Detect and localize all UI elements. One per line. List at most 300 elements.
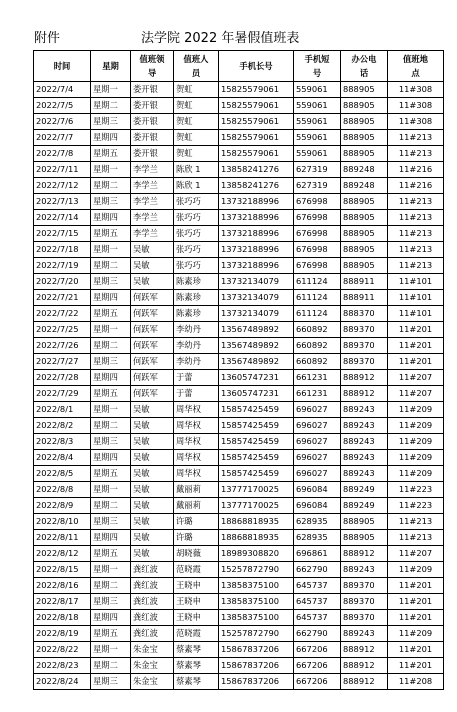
cell-staff: 张巧巧 (174, 210, 219, 226)
cell-mobile: 15825579061 (219, 146, 294, 162)
cell-staff: 张巧巧 (174, 194, 219, 210)
cell-date: 2022/7/5 (34, 98, 91, 114)
column-header-line2: 员 (191, 68, 201, 78)
table-row (34, 498, 444, 514)
cell-location: 11#209 (388, 434, 444, 450)
cell-date: 2022/8/12 (34, 546, 91, 562)
column-header-line1: 手机长号 (239, 61, 273, 71)
cell-leader: 李学兰 (131, 210, 174, 226)
cell-location: 11#213 (388, 146, 444, 162)
cell-location: 11#101 (388, 274, 444, 290)
cell-leader: 李学兰 (131, 178, 174, 194)
cell-date: 2022/8/23 (34, 658, 91, 674)
duty-schedule-table (33, 50, 444, 690)
cell-location: 11#213 (388, 210, 444, 226)
cell-date: 2022/8/16 (34, 578, 91, 594)
cell-location: 11#209 (388, 626, 444, 642)
cell-staff: 陈素珍 (174, 274, 219, 290)
table-row (34, 194, 444, 210)
cell-weekday: 星期二 (91, 578, 131, 594)
cell-location: 11#213 (388, 530, 444, 546)
column-header-mobile (219, 51, 294, 82)
cell-location: 11#209 (388, 466, 444, 482)
cell-location: 11#209 (388, 418, 444, 434)
cell-date: 2022/8/18 (34, 610, 91, 626)
cell-short-number: 660892 (294, 338, 341, 354)
cell-short-number: 661231 (294, 386, 341, 402)
cell-office-phone: 889370 (341, 322, 388, 338)
cell-mobile: 15825579061 (219, 98, 294, 114)
column-header-line2: 点 (411, 68, 420, 78)
cell-weekday: 星期二 (91, 178, 131, 194)
cell-staff: 贺虹 (174, 98, 219, 114)
cell-date: 2022/7/19 (34, 258, 91, 274)
table-row (34, 610, 444, 626)
cell-weekday: 星期四 (91, 610, 131, 626)
cell-location: 11#209 (388, 562, 444, 578)
table-row (34, 482, 444, 498)
cell-leader: 吴敏 (131, 450, 174, 466)
cell-leader: 娄开银 (131, 114, 174, 130)
cell-weekday: 星期一 (91, 482, 131, 498)
cell-short-number: 559061 (294, 98, 341, 114)
table-row (34, 258, 444, 274)
cell-weekday: 星期二 (91, 658, 131, 674)
table-row (34, 450, 444, 466)
cell-mobile: 18868818935 (219, 514, 294, 530)
cell-mobile: 15857425459 (219, 418, 294, 434)
cell-staff: 陈素珍 (174, 290, 219, 306)
cell-office-phone: 888905 (341, 530, 388, 546)
cell-weekday: 星期五 (91, 466, 131, 482)
cell-leader: 朱金宝 (131, 674, 174, 690)
cell-weekday: 星期五 (91, 386, 131, 402)
table-row (34, 226, 444, 242)
cell-weekday: 星期一 (91, 82, 131, 98)
cell-weekday: 星期四 (91, 450, 131, 466)
cell-office-phone: 889243 (341, 434, 388, 450)
cell-short-number: 627319 (294, 162, 341, 178)
table-row (34, 98, 444, 114)
column-header-line1: 时间 (53, 61, 71, 71)
cell-weekday: 星期二 (91, 498, 131, 514)
column-header-line1: 值班人 (183, 54, 209, 64)
cell-office-phone: 888905 (341, 210, 388, 226)
cell-mobile: 15825579061 (219, 130, 294, 146)
cell-office-phone: 888905 (341, 258, 388, 274)
cell-staff: 贺虹 (174, 114, 219, 130)
cell-staff: 贺虹 (174, 146, 219, 162)
table-row (34, 530, 444, 546)
cell-weekday: 星期一 (91, 322, 131, 338)
cell-short-number: 696027 (294, 402, 341, 418)
cell-staff: 范晓霞 (174, 562, 219, 578)
cell-short-number: 696027 (294, 434, 341, 450)
cell-short-number: 676998 (294, 210, 341, 226)
table-header (34, 51, 444, 82)
cell-date: 2022/8/9 (34, 498, 91, 514)
cell-leader: 龚红波 (131, 594, 174, 610)
cell-location: 11#201 (388, 338, 444, 354)
cell-leader: 娄开银 (131, 98, 174, 114)
cell-leader: 吴敏 (131, 418, 174, 434)
cell-location: 11#213 (388, 226, 444, 242)
cell-location: 11#308 (388, 98, 444, 114)
table-row (34, 162, 444, 178)
cell-short-number: 660892 (294, 354, 341, 370)
cell-weekday: 星期三 (91, 434, 131, 450)
cell-short-number: 661231 (294, 370, 341, 386)
column-header-line1: 手机短 (304, 54, 330, 64)
cell-mobile: 15825579061 (219, 114, 294, 130)
cell-leader: 龚红波 (131, 610, 174, 626)
cell-location: 11#216 (388, 162, 444, 178)
table-row (34, 370, 444, 386)
cell-mobile: 15867837206 (219, 642, 294, 658)
cell-staff: 贺虹 (174, 82, 219, 98)
cell-mobile: 13858241276 (219, 162, 294, 178)
cell-short-number: 645737 (294, 578, 341, 594)
cell-short-number: 628935 (294, 514, 341, 530)
cell-date: 2022/8/3 (34, 434, 91, 450)
cell-date: 2022/7/18 (34, 242, 91, 258)
cell-office-phone: 888912 (341, 674, 388, 690)
cell-staff: 蔡素琴 (174, 658, 219, 674)
column-header-line1: 星期 (102, 61, 119, 71)
cell-short-number: 676998 (294, 258, 341, 274)
cell-mobile: 13777170025 (219, 498, 294, 514)
cell-office-phone: 889370 (341, 578, 388, 594)
table-row (34, 386, 444, 402)
column-header-line1: 办公电 (351, 54, 377, 64)
table-row (34, 674, 444, 690)
table-row (34, 514, 444, 530)
cell-location: 11#201 (388, 658, 444, 674)
table-row (34, 82, 444, 98)
cell-date: 2022/7/22 (34, 306, 91, 322)
column-header-staff (174, 51, 219, 82)
cell-staff: 于蕾 (174, 370, 219, 386)
column-header-line1: 值班领 (139, 54, 165, 64)
cell-short-number: 667206 (294, 642, 341, 658)
cell-leader: 吴敏 (131, 482, 174, 498)
cell-mobile: 13567489892 (219, 338, 294, 354)
cell-leader: 朱金宝 (131, 642, 174, 658)
cell-staff: 贺虹 (174, 130, 219, 146)
cell-office-phone: 888905 (341, 98, 388, 114)
cell-date: 2022/8/19 (34, 626, 91, 642)
table-row (34, 242, 444, 258)
cell-location: 11#213 (388, 130, 444, 146)
cell-office-phone: 888911 (341, 290, 388, 306)
cell-date: 2022/7/14 (34, 210, 91, 226)
cell-short-number: 627319 (294, 178, 341, 194)
cell-date: 2022/8/1 (34, 402, 91, 418)
cell-office-phone: 889370 (341, 338, 388, 354)
cell-location: 11#223 (388, 482, 444, 498)
cell-date: 2022/7/4 (34, 82, 91, 98)
cell-mobile: 13605747231 (219, 386, 294, 402)
cell-location: 11#201 (388, 578, 444, 594)
cell-location: 11#308 (388, 114, 444, 130)
cell-mobile: 13732188996 (219, 258, 294, 274)
cell-short-number: 696084 (294, 482, 341, 498)
column-header-line2: 号 (312, 68, 322, 78)
cell-mobile: 13858375100 (219, 610, 294, 626)
cell-location: 11#207 (388, 370, 444, 386)
cell-weekday: 星期五 (91, 306, 131, 322)
cell-staff: 胡晓薇 (174, 546, 219, 562)
cell-mobile: 13732188996 (219, 210, 294, 226)
cell-date: 2022/8/2 (34, 418, 91, 434)
cell-office-phone: 888905 (341, 130, 388, 146)
cell-office-phone: 888905 (341, 194, 388, 210)
cell-weekday: 星期三 (91, 514, 131, 530)
cell-short-number: 696861 (294, 546, 341, 562)
cell-location: 11#201 (388, 642, 444, 658)
table-row (34, 594, 444, 610)
cell-weekday: 星期四 (91, 370, 131, 386)
cell-weekday: 星期一 (91, 642, 131, 658)
column-header-line2: 导 (147, 68, 157, 78)
cell-short-number: 667206 (294, 674, 341, 690)
cell-weekday: 星期一 (91, 402, 131, 418)
cell-leader: 娄开银 (131, 130, 174, 146)
cell-staff: 周华权 (174, 402, 219, 418)
cell-mobile: 15857425459 (219, 402, 294, 418)
cell-staff: 许璐 (174, 514, 219, 530)
cell-leader: 何跃军 (131, 338, 174, 354)
cell-date: 2022/7/12 (34, 178, 91, 194)
cell-leader: 龚红波 (131, 562, 174, 578)
cell-office-phone: 888912 (341, 642, 388, 658)
cell-location: 11#208 (388, 674, 444, 690)
cell-leader: 龚红波 (131, 578, 174, 594)
cell-location: 11#216 (388, 178, 444, 194)
cell-short-number: 611124 (294, 290, 341, 306)
cell-mobile: 13858375100 (219, 594, 294, 610)
cell-office-phone: 888905 (341, 114, 388, 130)
cell-weekday: 星期三 (91, 594, 131, 610)
cell-weekday: 星期四 (91, 130, 131, 146)
cell-weekday: 星期五 (91, 626, 131, 642)
cell-staff: 王晓申 (174, 578, 219, 594)
cell-office-phone: 889370 (341, 594, 388, 610)
cell-leader: 李学兰 (131, 194, 174, 210)
header-row (34, 51, 444, 82)
column-header-weekday (91, 51, 131, 82)
cell-date: 2022/7/28 (34, 370, 91, 386)
cell-short-number: 676998 (294, 226, 341, 242)
table-row (34, 642, 444, 658)
cell-staff: 王晓申 (174, 610, 219, 626)
cell-location: 11#201 (388, 594, 444, 610)
cell-leader: 吴敏 (131, 274, 174, 290)
cell-date: 2022/7/8 (34, 146, 91, 162)
document-title: 法学院 2022 年暑假值班表 (141, 31, 300, 46)
cell-mobile: 13732134079 (219, 290, 294, 306)
cell-short-number: 667206 (294, 658, 341, 674)
cell-weekday: 星期二 (91, 258, 131, 274)
cell-mobile: 13732188996 (219, 194, 294, 210)
cell-short-number: 645737 (294, 594, 341, 610)
table-row (34, 210, 444, 226)
cell-location: 11#207 (388, 386, 444, 402)
cell-short-number: 559061 (294, 82, 341, 98)
cell-office-phone: 889249 (341, 482, 388, 498)
table-row (34, 130, 444, 146)
cell-date: 2022/7/21 (34, 290, 91, 306)
cell-date: 2022/7/20 (34, 274, 91, 290)
cell-location: 11#213 (388, 194, 444, 210)
column-header-leader (131, 51, 174, 82)
cell-mobile: 13567489892 (219, 322, 294, 338)
cell-short-number: 559061 (294, 114, 341, 130)
cell-weekday: 星期三 (91, 354, 131, 370)
cell-date: 2022/8/22 (34, 642, 91, 658)
cell-staff: 于蕾 (174, 386, 219, 402)
cell-leader: 何跃军 (131, 370, 174, 386)
cell-staff: 陈素珍 (174, 306, 219, 322)
cell-date: 2022/8/5 (34, 466, 91, 482)
cell-location: 11#207 (388, 546, 444, 562)
cell-short-number: 696027 (294, 466, 341, 482)
cell-date: 2022/7/15 (34, 226, 91, 242)
cell-staff: 周华权 (174, 450, 219, 466)
cell-leader: 何跃军 (131, 354, 174, 370)
cell-date: 2022/7/27 (34, 354, 91, 370)
table-row (34, 546, 444, 562)
cell-staff: 戴丽莉 (174, 498, 219, 514)
cell-staff: 周华权 (174, 418, 219, 434)
cell-leader: 何跃军 (131, 290, 174, 306)
cell-mobile: 13732188996 (219, 242, 294, 258)
cell-location: 11#213 (388, 242, 444, 258)
column-header-date (34, 51, 91, 82)
cell-leader: 娄开银 (131, 146, 174, 162)
cell-short-number: 696027 (294, 450, 341, 466)
cell-staff: 李幼丹 (174, 354, 219, 370)
attachment-label: 附件 (34, 31, 61, 46)
cell-mobile: 18989308820 (219, 546, 294, 562)
cell-weekday: 星期一 (91, 562, 131, 578)
cell-staff: 陈欣 1 (174, 178, 219, 194)
cell-weekday: 星期三 (91, 674, 131, 690)
cell-office-phone: 889243 (341, 626, 388, 642)
cell-office-phone: 888912 (341, 386, 388, 402)
cell-mobile: 15257872790 (219, 626, 294, 642)
cell-mobile: 13858241276 (219, 178, 294, 194)
cell-leader: 吴敏 (131, 466, 174, 482)
cell-weekday: 星期四 (91, 210, 131, 226)
cell-short-number: 662790 (294, 626, 341, 642)
cell-office-phone: 888905 (341, 514, 388, 530)
cell-office-phone: 889243 (341, 402, 388, 418)
cell-date: 2022/7/11 (34, 162, 91, 178)
cell-office-phone: 888912 (341, 546, 388, 562)
table-row (34, 626, 444, 642)
cell-office-phone: 889370 (341, 354, 388, 370)
cell-office-phone: 889249 (341, 498, 388, 514)
cell-leader: 朱金宝 (131, 658, 174, 674)
column-header-short-number (294, 51, 341, 82)
cell-leader: 吴敏 (131, 514, 174, 530)
cell-weekday: 星期一 (91, 162, 131, 178)
table-row (34, 466, 444, 482)
cell-date: 2022/8/4 (34, 450, 91, 466)
table-row (34, 322, 444, 338)
table-row (34, 562, 444, 578)
cell-mobile: 15857425459 (219, 450, 294, 466)
column-header-line1: 值班地 (403, 54, 428, 64)
cell-leader: 吴敏 (131, 434, 174, 450)
cell-office-phone: 888905 (341, 82, 388, 98)
table-row (34, 434, 444, 450)
cell-weekday: 星期三 (91, 274, 131, 290)
cell-office-phone: 889370 (341, 610, 388, 626)
cell-office-phone: 889248 (341, 162, 388, 178)
cell-staff: 周华权 (174, 466, 219, 482)
cell-office-phone: 888912 (341, 370, 388, 386)
cell-location: 11#201 (388, 354, 444, 370)
cell-location: 11#209 (388, 402, 444, 418)
table-row (34, 354, 444, 370)
cell-staff: 李幼丹 (174, 322, 219, 338)
cell-staff: 范晓霞 (174, 626, 219, 642)
table-row (34, 178, 444, 194)
cell-office-phone: 888905 (341, 226, 388, 242)
cell-leader: 吴敏 (131, 546, 174, 562)
cell-leader: 吴敏 (131, 258, 174, 274)
cell-mobile: 13732134079 (219, 274, 294, 290)
cell-staff: 张巧巧 (174, 226, 219, 242)
cell-office-phone: 889243 (341, 418, 388, 434)
cell-staff: 王晓申 (174, 594, 219, 610)
cell-leader: 何跃军 (131, 306, 174, 322)
cell-leader: 何跃军 (131, 322, 174, 338)
cell-weekday: 星期一 (91, 242, 131, 258)
table-row (34, 306, 444, 322)
cell-mobile: 15257872790 (219, 562, 294, 578)
cell-staff: 蔡素琴 (174, 674, 219, 690)
table-row (34, 274, 444, 290)
cell-staff: 周华权 (174, 434, 219, 450)
cell-weekday: 星期三 (91, 194, 131, 210)
cell-weekday: 星期四 (91, 530, 131, 546)
cell-mobile: 13732134079 (219, 306, 294, 322)
cell-date: 2022/7/26 (34, 338, 91, 354)
cell-date: 2022/7/29 (34, 386, 91, 402)
cell-short-number: 559061 (294, 130, 341, 146)
table-row (34, 418, 444, 434)
cell-leader: 李学兰 (131, 226, 174, 242)
cell-office-phone: 888911 (341, 274, 388, 290)
cell-weekday: 星期三 (91, 114, 131, 130)
cell-office-phone: 888905 (341, 146, 388, 162)
cell-mobile: 18868818935 (219, 530, 294, 546)
table-row (34, 290, 444, 306)
cell-location: 11#201 (388, 322, 444, 338)
cell-location: 11#213 (388, 258, 444, 274)
cell-mobile: 13732188996 (219, 226, 294, 242)
cell-office-phone: 888912 (341, 658, 388, 674)
cell-date: 2022/8/8 (34, 482, 91, 498)
table-row (34, 402, 444, 418)
cell-date: 2022/8/11 (34, 530, 91, 546)
cell-weekday: 星期二 (91, 338, 131, 354)
cell-short-number: 662790 (294, 562, 341, 578)
cell-mobile: 13777170025 (219, 482, 294, 498)
